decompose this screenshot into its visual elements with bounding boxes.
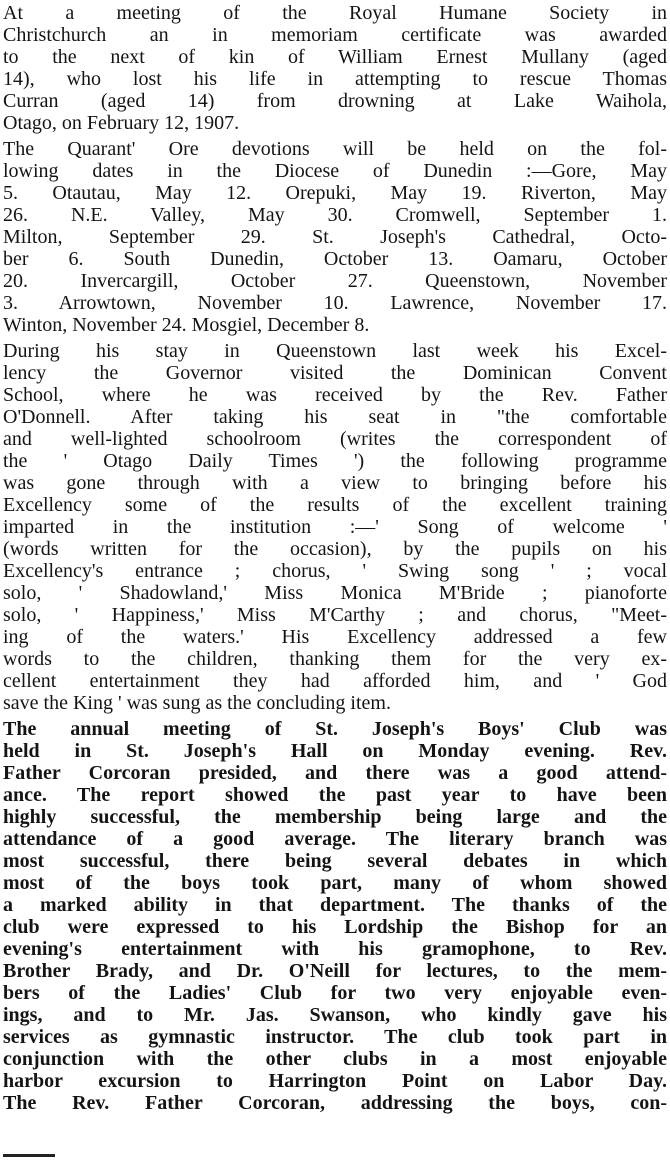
text-line: Otago, on February 12, 1907. xyxy=(3,112,240,134)
text-line: was gone through with a view to bringing before his xyxy=(3,472,667,494)
text-line: ber 6. South Dunedin, October 13. Oamaru, October xyxy=(3,248,667,270)
text-line: 26. N.E. Valley, May 30. Cromwell, September 1. xyxy=(3,204,667,226)
text-line: evening's entertainment with his gramophone, to Rev. xyxy=(3,938,667,960)
text-line: attendance of a good average. The literary branch was xyxy=(3,828,667,850)
text-line: At a meeting of the Royal Humane Society in xyxy=(3,2,667,24)
text-line: 20. Invercargill, October 27. Queenstown, November xyxy=(3,270,667,292)
text-line: Father Corcoran presided, and there was a good attend- xyxy=(3,762,667,784)
text-line: Excellency's entrance ; chorus, ' Swing song ' ; vocal xyxy=(3,560,667,582)
text-line: highly successful, the membership being large and the xyxy=(3,806,667,828)
text-line: lowing dates in the Diocese of Dunedin :—Gore, May xyxy=(3,160,667,182)
text-line: solo, ' Happiness,' Miss M'Carthy ; and chorus, "Meet- xyxy=(3,604,667,626)
text-line: Milton, September 29. St. Joseph's Cathedral, Octo- xyxy=(3,226,667,248)
text-line: Brother Brady, and Dr. O'Neill for lectures, to the mem- xyxy=(3,960,667,982)
article-paragraph xyxy=(3,138,667,336)
text-line: ing of the waters.' His Excellency addressed a few xyxy=(3,626,667,648)
text-line: a marked ability in that department. The thanks of the xyxy=(3,894,667,916)
text-line: lency the Governor visited the Dominican Convent xyxy=(3,362,667,384)
text-line: imparted in the institution :—' Song of welcome ' xyxy=(3,516,667,538)
text-line: Excellency some of the results of the excellent training xyxy=(3,494,667,516)
article-body xyxy=(3,2,667,1114)
text-line: most successful, there being several debates in which xyxy=(3,850,667,872)
text-line: ance. The report showed the past year to have been xyxy=(3,784,667,806)
column-rule xyxy=(3,1154,55,1157)
text-line: cellent entertainment they had afforded him, and ' God xyxy=(3,670,667,692)
text-line: club were expressed to his Lordship the Bishop for an xyxy=(3,916,667,938)
article-paragraph xyxy=(3,340,667,714)
text-line: Curran (aged 14) from drowning at Lake Waihola, xyxy=(3,90,667,112)
text-line: The Quarant' Ore devotions will be held on the fol- xyxy=(3,138,667,160)
text-line: ings, and to Mr. Jas. Swanson, who kindly gave his xyxy=(3,1004,667,1026)
text-line: School, where he was received by the Rev. Father xyxy=(3,384,667,406)
text-line: bers of the Ladies' Club for two very enjoyable even- xyxy=(3,982,667,1004)
text-line: The annual meeting of St. Joseph's Boys' Club was xyxy=(3,718,667,740)
text-line: The Rev. Father Corcoran, addressing the boys, con- xyxy=(3,1092,667,1114)
text-line: held in St. Joseph's Hall on Monday evening. Rev. xyxy=(3,740,667,762)
text-line: 3. Arrowtown, November 10. Lawrence, November 17. xyxy=(3,292,667,314)
article-paragraph xyxy=(3,718,667,1114)
text-line: conjunction with the other clubs in a most enjoyable xyxy=(3,1048,667,1070)
text-line: O'Donnell. After taking his seat in "the comfortable xyxy=(3,406,667,428)
text-line: and well-lighted schoolroom (writes the correspondent of xyxy=(3,428,667,450)
text-line: 5. Otautau, May 12. Orepuki, May 19. Riverton, May xyxy=(3,182,667,204)
text-line: save the King ' was sung as the concluding item. xyxy=(3,692,391,714)
text-line: the ' Otago Daily Times ') the following programme xyxy=(3,450,667,472)
text-line: Winton, November 24. Mosgiel, December 8. xyxy=(3,314,370,336)
text-line: During his stay in Queenstown last week his Excel- xyxy=(3,340,667,362)
text-line: 14), who lost his life in attempting to rescue Thomas xyxy=(3,68,667,90)
text-line: (words written for the occasion), by the pupils on his xyxy=(3,538,667,560)
text-line: harbor excursion to Harrington Point on Labor Day. xyxy=(3,1070,667,1092)
article-paragraph xyxy=(3,2,667,134)
text-line: solo, ' Shadowland,' Miss Monica M'Bride ; pianoforte xyxy=(3,582,667,604)
text-line: most of the boys took part, many of whom showed xyxy=(3,872,667,894)
text-line: to the next of kin of William Ernest Mullany (aged xyxy=(3,46,667,68)
text-line: services as gymnastic instructor. The club took part in xyxy=(3,1026,667,1048)
text-line: Christchurch an in memoriam certificate was awarded xyxy=(3,24,667,46)
text-line: words to the children, thanking them for the very ex- xyxy=(3,648,667,670)
